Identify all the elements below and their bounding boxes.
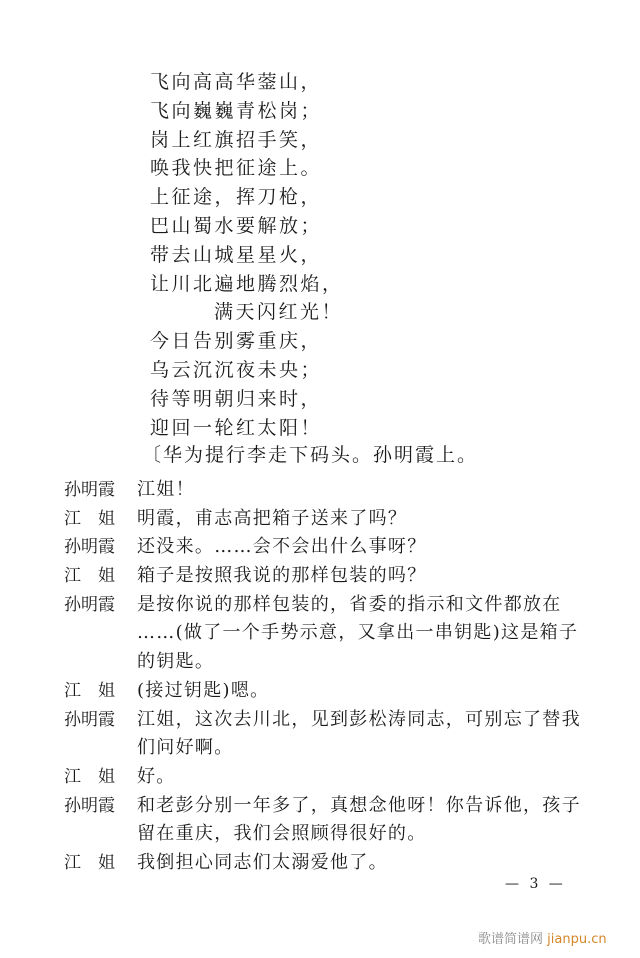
speech-line: 的钥匙。	[137, 651, 215, 673]
speech-line: 江姐！	[137, 479, 195, 500]
dialogue-entry	[64, 849, 594, 878]
dialogue-entry	[64, 562, 594, 591]
speaker-name: 孙明霞	[64, 709, 115, 730]
verse-line: 迎回一轮红太阳！	[150, 416, 323, 439]
speech	[137, 677, 594, 706]
speech	[137, 533, 594, 562]
dialogue-entry	[64, 792, 594, 849]
speech-line: 留在重庆，我们会照顾得很好的。	[137, 823, 427, 845]
speaker-name: 孙明霞	[64, 594, 115, 615]
verse-line: 飞向高高华蓥山，	[150, 71, 323, 93]
dialogue-entry	[64, 763, 594, 792]
speech	[137, 763, 594, 792]
speech-line: 们问好啊。	[137, 737, 234, 759]
speech-line: 江姐，这次去川北，见到彭松涛同志，可别忘了替我	[137, 708, 581, 730]
verse-line: 巴山蜀水要解放；	[150, 214, 323, 237]
speaker-name: 江 姐	[64, 766, 115, 787]
verse-line: 今日告别雾重庆，	[150, 330, 323, 353]
speech-line: 明霞，甫志高把箱子送来了吗？	[137, 507, 408, 529]
speech	[137, 591, 594, 677]
speech-line: 我倒担心同志们太溺爱他了。	[137, 851, 388, 873]
speech	[137, 505, 594, 534]
verse-line: 上征途，挥刀枪，	[150, 186, 323, 209]
speech-line: 和老彭分别一年多了，真想念他呀！你告诉他，孩子	[137, 794, 581, 816]
verse-line: 乌云沉沉夜未央；	[150, 358, 323, 381]
verse-line: 飞向巍巍青松岗；	[150, 99, 323, 122]
speaker-name: 江 姐	[64, 852, 115, 873]
speech	[137, 706, 594, 763]
verse-line: 岗上红旗招手笑，	[150, 128, 323, 151]
speaker-name: 江 姐	[64, 680, 115, 701]
watermark-url: jianpu.cn	[547, 932, 607, 947]
verse-line: 满天闪红光！	[214, 301, 344, 324]
speech	[137, 792, 594, 849]
speech-line: (接过钥匙)嗯。	[137, 679, 270, 701]
speaker-name: 孙明霞	[64, 537, 115, 558]
speaker-name: 孙明霞	[64, 480, 115, 500]
dialogue-entry	[64, 591, 594, 677]
verse	[150, 68, 344, 442]
speaker-name: 江 姐	[64, 508, 115, 529]
dialogue-entry	[64, 476, 594, 505]
speech	[137, 849, 594, 878]
dialogue-entry	[64, 706, 594, 763]
watermark-text: 歌谱简谱网	[478, 932, 544, 947]
watermark	[478, 928, 607, 947]
speech-line: 好。	[137, 765, 176, 787]
page-number: — 3 —	[505, 876, 566, 892]
speech	[137, 476, 594, 505]
verse-line: 唤我快把征途上。	[150, 157, 323, 180]
speech-line: 还没来。……会不会出什么事呀？	[137, 536, 427, 558]
stage-direction: 〔华为提行李走下码头。孙明霞上。	[142, 444, 479, 466]
speech-line: ……(做了一个手势示意，又拿出一串钥匙)这是箱子	[137, 622, 579, 644]
dialogue-entry	[64, 533, 594, 562]
speech-line: 箱子是按照我说的那样包装的吗？	[137, 565, 427, 587]
speaker-name: 江 姐	[64, 566, 115, 587]
verse-line: 待等明朝归来时，	[150, 387, 323, 410]
speaker-name: 孙明霞	[64, 795, 115, 816]
verse-line: 让川北遍地腾烈焰，	[150, 272, 344, 295]
verse-line: 带去山城星星火，	[150, 243, 323, 266]
dialogue-entry	[64, 505, 594, 534]
dialogue	[64, 476, 594, 878]
dialogue-entry	[64, 677, 594, 706]
speech-line: 是按你说的那样包装的，省委的指示和文件都放在	[137, 593, 562, 615]
speech	[137, 562, 594, 591]
